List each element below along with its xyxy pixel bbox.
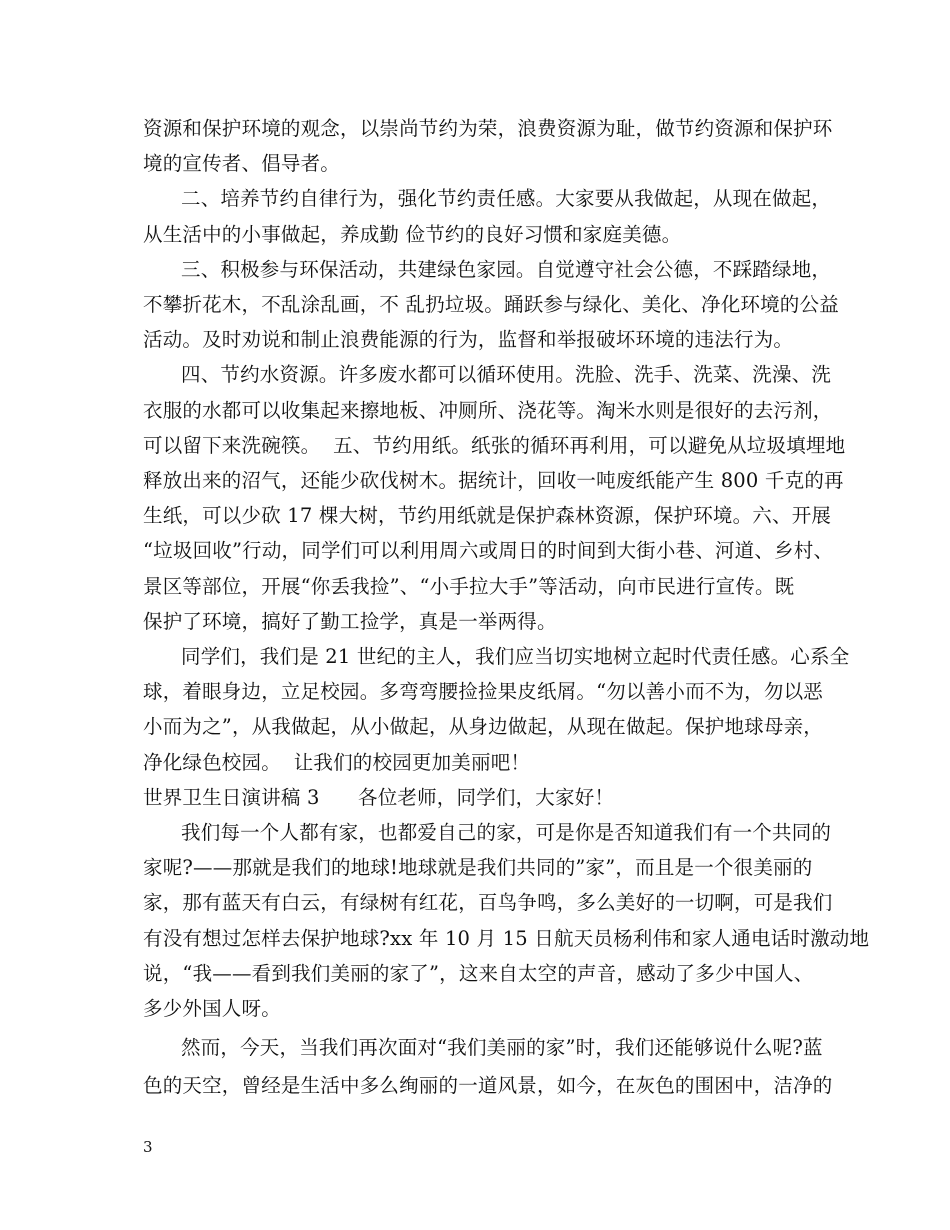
text-line: 生纸，可以少砍 17 棵大树，节约用纸就是保护森林资源，保护环境。六、开展 [143,504,832,527]
text-line: 衣服的水都可以收集起来擦地板、冲厕所、浇花等。淘米水则是很好的去污剂， [143,399,833,422]
text-line: 二、培养节约自律行为，强化节约责任感。大家要从我做起，从现在做起， [181,187,832,210]
text-line: 家呢?——那就是我们的地球!地球就是我们共同的”家”，而且是一个很美丽的 [143,856,813,879]
text-line: 可以留下来洗碗筷。 五、节约用纸。纸张的循环再利用，可以避免从垃圾填埋地 [143,434,846,457]
text-line: 释放出来的沼气，还能少砍伐树木。据统计，回收一吨废纸能产生 800 千克的再 [143,469,844,492]
text-line: “垃圾回收”行动，同学们可以利用周六或周日的时间到大街小巷、河道、乡村、 [143,539,834,562]
text-line: 四、节约水资源。许多废水都可以循环使用。洗脸、洗手、洗菜、洗澡、洗 [181,363,832,386]
text-line: 净化绿色校园。 让我们的校园更加美丽吧！ [143,751,531,774]
text-line: 三、积极参与环保活动，共建绿色家园。自觉遵守社会公德，不踩踏绿地， [181,258,832,281]
text-line: 小而为之”，从我做起，从小做起，从身边做起，从现在做起。保护地球母亲， [143,715,823,738]
text-line: 我们每一个人都有家，也都爱自己的家，可是你是否知道我们有一个共同的 [181,821,832,844]
text-line: 同学们，我们是 21 世纪的主人，我们应当切实地树立起时代责任感。心系全 [181,645,850,668]
text-line: 有没有想过怎样去保护地球?xx 年 10 月 15 日航天员杨利伟和家人通电话时激动地 [143,927,870,950]
text-line: 景区等部位，开展“你丢我捡”、“小手拉大手”等活动，向市民进行宣传。既 [143,575,795,598]
text-line: 境的宣传者、倡导者。 [143,152,341,175]
text-line: 从生活中的小事做起，养成勤 俭节约的良好习惯和家庭美德。 [143,223,682,246]
text-line: 活动。及时劝说和制止浪费能源的行为，监督和举报破坏环境的违法行为。 [143,328,794,351]
text-line: 球，着眼身边，立足校园。多弯弯腰捡捡果皮纸屑。“勿以善小而不为，勿以恶 [143,680,823,703]
section-heading-line: 世界卫生日演讲稿 3 各位老师，同学们，大家好！ [143,786,615,809]
page-number: 3 [143,1138,153,1156]
text-line: 资源和保护环境的观念，以崇尚节约为荣，浪费资源为耻，做节约资源和保护环 [143,117,833,140]
text-line: 色的天空，曾经是生活中多么绚丽的一道风景，如今，在灰色的围困中，洁净的 [143,1074,833,1097]
text-line: 不攀折花木，不乱涂乱画，不 乱扔垃圾。踊跃参与绿化、美化、净化环境的公益 [143,293,839,316]
text-line: 说，“我——看到我们美丽的家了”，这来自太空的声音，感动了多少中国人、 [143,962,814,985]
text-line: 保护了环境，搞好了勤工捡学，真是一举两得。 [143,610,557,633]
text-line: 多少外国人呀。 [143,997,281,1020]
text-line: 家，那有蓝天有白云，有绿树有红花，百鸟争鸣，多么美好的一切啊，可是我们 [143,891,833,914]
text-line: 然而，今天，当我们再次面对“我们美丽的家”时，我们还能够说什么呢?蓝 [181,1036,823,1059]
